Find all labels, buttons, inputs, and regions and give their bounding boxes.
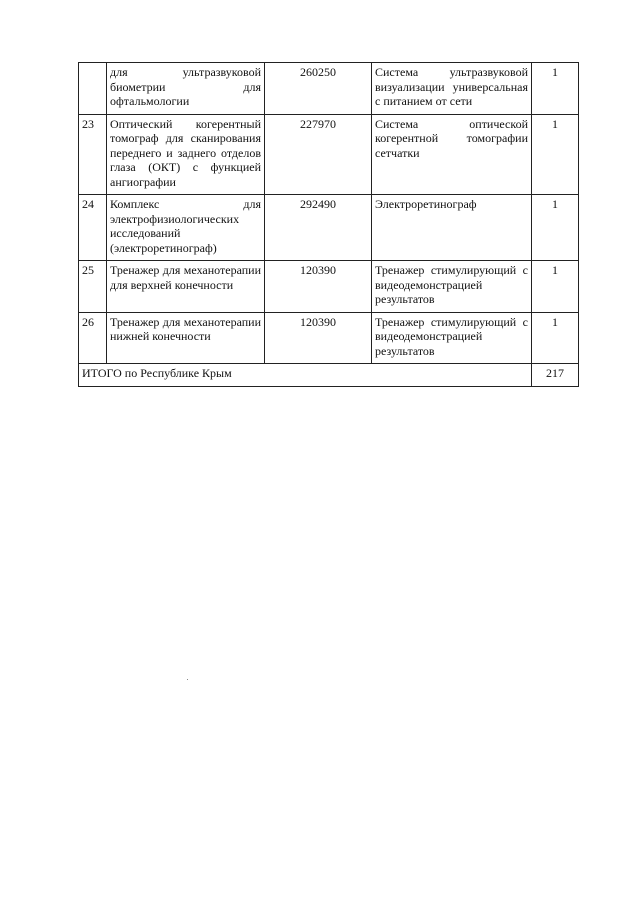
equipment-description: Электроретинограф (372, 195, 532, 261)
equipment-quantity: 1 (532, 63, 579, 115)
equipment-description: Тренажер стимулирующий с видеодемонстрацией результатов (372, 312, 532, 364)
equipment-quantity: 1 (532, 261, 579, 313)
equipment-description: Тренажер стимулирующий с видеодемонстрацией результатов (372, 261, 532, 313)
table-row (79, 261, 579, 313)
equipment-name: для ультразвуковой биометрии для офтальмологии (107, 63, 265, 115)
equipment-name: Тренажер для механотерапии для верхней конечности (107, 261, 265, 313)
total-value: 217 (532, 364, 579, 387)
equipment-code: 292490 (265, 195, 372, 261)
scan-speck (187, 679, 188, 680)
row-number: 24 (79, 195, 107, 261)
equipment-name: Тренажер для механотерапии нижней конечности (107, 312, 265, 364)
equipment-code: 120390 (265, 312, 372, 364)
table-row (79, 195, 579, 261)
row-number (79, 63, 107, 115)
equipment-table (78, 62, 579, 387)
row-number: 25 (79, 261, 107, 313)
equipment-quantity: 1 (532, 312, 579, 364)
equipment-quantity: 1 (532, 114, 579, 195)
equipment-code: 260250 (265, 63, 372, 115)
equipment-description: Система оптической когерентной томографии сетчатки (372, 114, 532, 195)
equipment-description: Система ультразвуковой визуализации универсальная с питанием от сети (372, 63, 532, 115)
table-row (79, 114, 579, 195)
total-row (79, 364, 579, 387)
table-row (79, 312, 579, 364)
total-label: ИТОГО по Республике Крым (79, 364, 532, 387)
equipment-quantity: 1 (532, 195, 579, 261)
equipment-name: Комплекс для электрофизиологических исследований (электроретинограф) (107, 195, 265, 261)
row-number: 26 (79, 312, 107, 364)
equipment-code: 120390 (265, 261, 372, 313)
equipment-code: 227970 (265, 114, 372, 195)
row-number: 23 (79, 114, 107, 195)
table-row (79, 63, 579, 115)
equipment-name: Оптический когерентный томограф для сканирования переднего и заднего отделов глаза (ОКТ) с функцией ангиографии (107, 114, 265, 195)
